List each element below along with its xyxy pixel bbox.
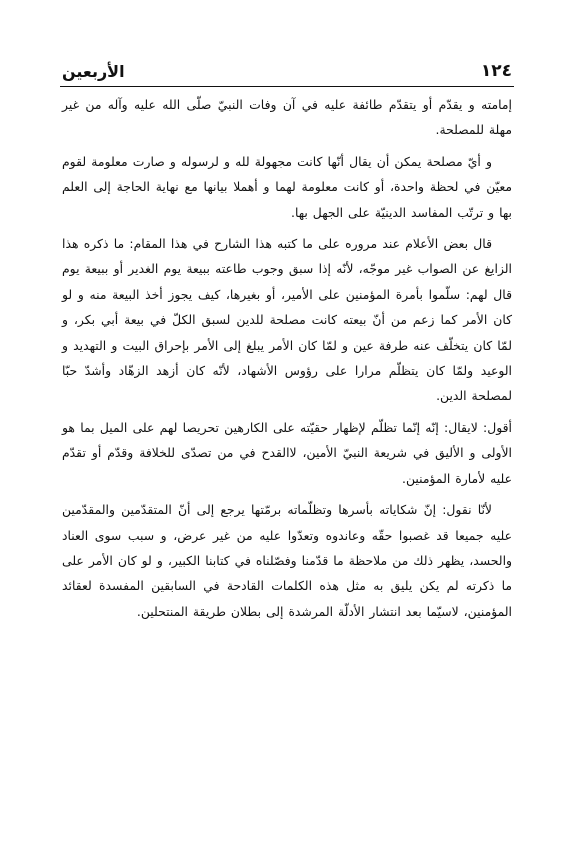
paragraph-3: قال بعض الأعلام عند مروره على ما كتبه هذا الشارح في هذا المقام: ما ذكره هذا الزايغ عن الصواب غير موجّه، لأنّه إذا سبق وجوب طاعته ببيعة يوم الغدير أو ببيعة يوم قال لهم: سلّموا بأمرة المؤمنين على الأمير، أو بغيرها، كيف يجوز أخذ البيعة منه و لو كان الأمر كما زعم من أنّ بيعته كانت مصلحة للدين لسبق الكلّ في بيعة أبي بكر، و لمّا كان يتخلّف عنه طرفة عين و لمّا كان الأمر يبلغ إلى الأمر بإحراق البيت و التهديد و الوعيد ولمّا كان يتظلّم مرارا على رؤوس الأشهاد، لأنّه كان أزهد الزهّاد وأشدّ حبّا لمصلحة الدين. (62, 236, 512, 404)
paragraph-1: إمامته و يقدّم أو يتقدّم طائفة عليه في آن وفات النبيّ صلّى الله عليه وآله من غير مهلة للمصلحة. (62, 97, 512, 138)
page-body (62, 92, 512, 624)
paragraph-2: و أيّ مصلحة يمكن أن يقال أنّها كانت مجهولة لله و لرسوله و صارت معلومة لقوم معيّن في لحظة واحدة، أو كانت معلومة لهما و أهملا بيانها مع نهاية الحاجة إلى العلم بها و ترتّب المفاسد الدينيّة على الجهل بها. (62, 153, 512, 220)
paragraph-4: أقول: لايقال: إنّه إنّما تظلّم لإظهار حقيّته على الكارهين تحريصا لهم على الميل بما هو الأولى و الأليق في شريعة النبيّ الأمين، لاالقدح في من تصدّى للخلافة وقدّم أو تقدّم عليه لأمارة المؤمنين. (62, 419, 512, 486)
header-rule (60, 86, 514, 87)
page-number: ١٢٤ (480, 61, 512, 81)
running-title: الأربعين (62, 61, 125, 81)
paragraph-5: لأنّا نقول: إنّ شكاياته بأسرها وتظلّماته برمّتها يرجع إلى أنّ المتقدّمين والمقدّمين عليه جميعا قد غصبوا حقّه وعاندوه وتعدّوا عليه من غير عرض، و سبب سوى العناد والحسد، يظهر ذلك من ملاحظة ما قدّمنا وفصّلناه في كتابنا الكبير، و لو كان الأمر على ما ذكرته لم يكن يليق به مثل هذه الكلمات القادحة في السابقين المفسدة لعقائد المؤمنين، لاسيّما بعد انتشار الأدلّة المرشدة إلى بطلان طريقة المنتحلين. (62, 502, 512, 619)
running-header (62, 56, 512, 86)
